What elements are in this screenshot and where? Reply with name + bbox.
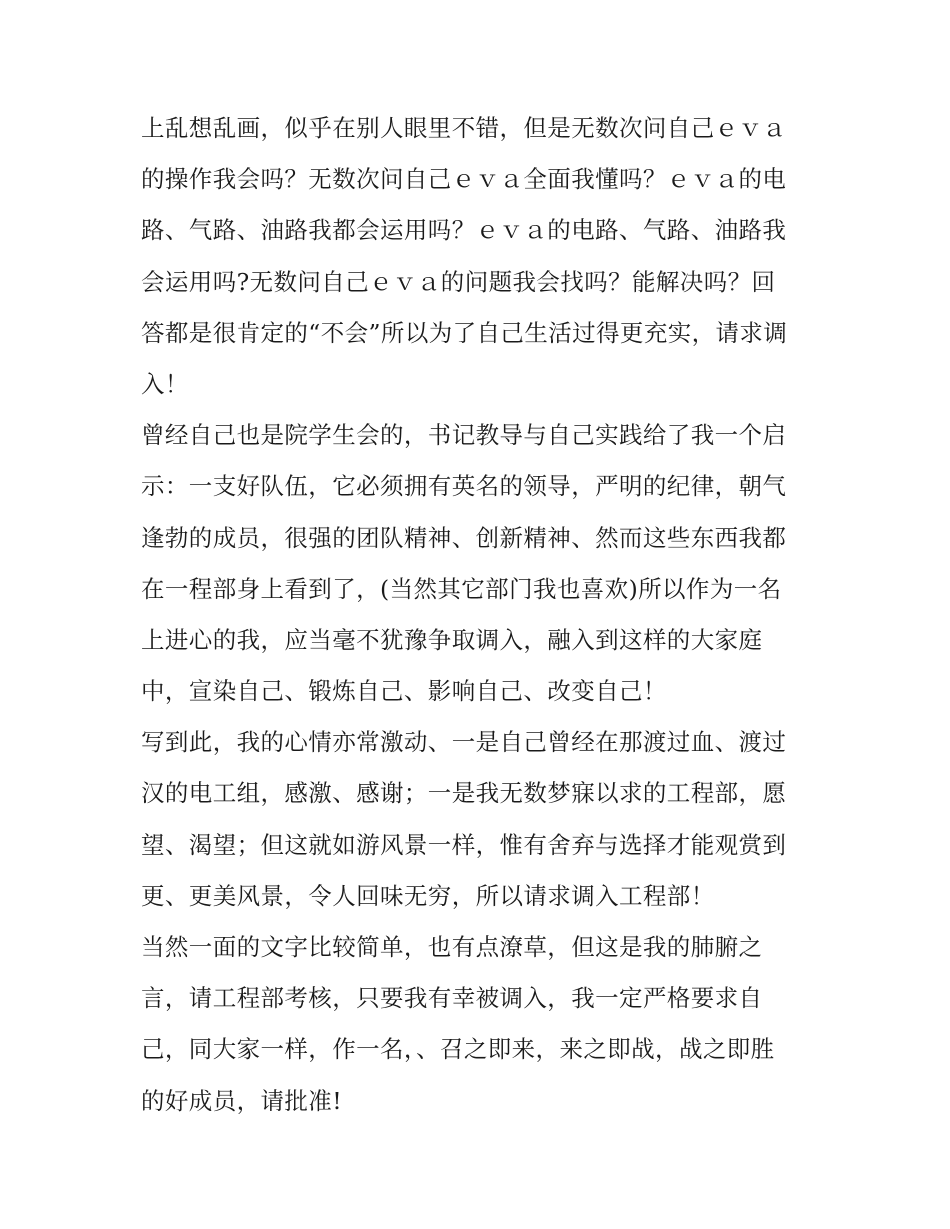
text-line: 己，同大家一样，作一名，、召之即来，来之即战，战之即胜 <box>141 1035 775 1064</box>
document-body <box>141 103 813 1127</box>
text-line: 当然一面的文字比较简单，也有点潦草，但这是我的肺腑之 <box>141 933 763 961</box>
text-line: 中，宣染自己、锻炼自己、影响自己、改变自己！ <box>141 677 667 706</box>
text-line: 的好成员，请批准! <box>141 1086 343 1115</box>
text-line: 更、更美风景，令人回味无穷，所以请求调入工程部！ <box>141 881 715 910</box>
text-line: 的操作我会吗？无数次问自己ｅｖａ全面我懂吗？ｅｖａ的电 <box>141 165 787 194</box>
text-line: 会运用吗?无数问自己ｅｖａ的问题我会找吗？能解决吗？回 <box>141 267 776 296</box>
text-line: 逢勃的成员，很强的团队精神、创新精神、然而这些东西我都 <box>141 523 787 552</box>
text-line: 在一程部身上看到了，(当然其它部门我也喜欢)所以作为一名 <box>141 574 782 603</box>
text-line: 答都是很肯定的“不会”所以为了自己生活过得更充实，请求调 <box>141 318 788 347</box>
text-line: 上进心的我，应当毫不犹豫争取调入，融入到这样的大家庭 <box>141 625 763 654</box>
text-line: 言，请工程部考核，只要我有幸被调入，我一定严格要求自 <box>141 984 763 1013</box>
text-line: 示：一支好队伍，它必须拥有英名的领导，严明的纪律，朝气 <box>141 472 787 501</box>
text-line: 上乱想乱画，似乎在别人眼里不错，但是无数次问自己ｅｖａ <box>141 114 787 142</box>
text-line: 曾经自己也是院学生会的，书记教导与自己实践给了我一个启 <box>141 421 787 450</box>
text-line: 路、气路、油路我都会运用吗？ｅｖａ的电路、气路、油路我 <box>141 216 787 245</box>
text-line: 入！ <box>141 369 189 398</box>
text-line: 汉的电工组，感激、感谢；一是我无数梦寐以求的工程部，愿 <box>141 779 787 808</box>
text-line: 写到此，我的心情亦常激动、一是自己曾经在那渡过血、渡过 <box>141 728 787 757</box>
text-line: 望、渴望；但这就如游风景一样，惟有舍弃与选择才能观赏到 <box>141 830 787 859</box>
